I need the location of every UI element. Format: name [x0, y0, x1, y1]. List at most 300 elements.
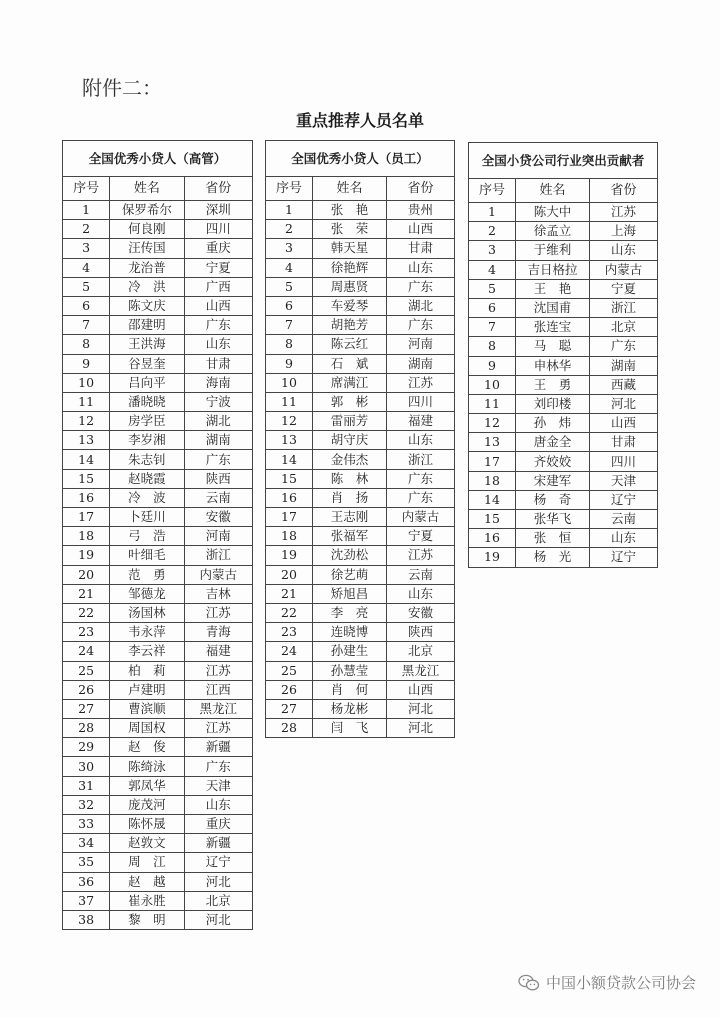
table-row	[266, 661, 455, 680]
table-row	[266, 584, 455, 603]
cell-province: 江苏	[184, 603, 252, 622]
cell-name: 徐孟立	[516, 222, 590, 241]
table-row	[469, 375, 658, 394]
cell-name: 马 聪	[516, 337, 590, 356]
table-row	[266, 335, 455, 354]
cell-province: 广东	[184, 450, 252, 469]
cell-name: 张连宝	[516, 318, 590, 337]
cell-name: 杨龙彬	[313, 699, 387, 718]
table-row	[266, 354, 455, 373]
table-row	[266, 642, 455, 661]
cell-number: 12	[63, 412, 110, 431]
cell-number: 5	[63, 277, 110, 296]
cell-province: 甘肃	[387, 239, 455, 258]
table-row	[469, 337, 658, 356]
cell-name: 王志刚	[313, 508, 387, 527]
cell-name: 陈 林	[313, 469, 387, 488]
table-row	[63, 815, 253, 834]
table-row	[266, 239, 455, 258]
cell-province: 福建	[184, 642, 252, 661]
cell-name: 韩天星	[313, 239, 387, 258]
cell-number: 23	[266, 623, 313, 642]
cell-name: 齐姣姣	[516, 452, 590, 471]
table-caption: 全国优秀小贷人（员工）	[266, 141, 455, 177]
cell-province: 宁夏	[590, 279, 658, 298]
cell-name: 郭凤华	[110, 776, 184, 795]
cell-province: 河南	[387, 335, 455, 354]
cell-province: 河南	[184, 527, 252, 546]
cell-province: 浙江	[590, 298, 658, 317]
cell-province: 山东	[184, 335, 252, 354]
cell-name: 刘印楼	[516, 394, 590, 413]
table-row	[266, 508, 455, 527]
cell-number: 4	[266, 258, 313, 277]
cell-province: 山东	[590, 241, 658, 260]
cell-province: 新疆	[184, 834, 252, 853]
cell-name: 席满江	[313, 373, 387, 392]
cell-number: 10	[266, 373, 313, 392]
cell-province: 贵州	[387, 201, 455, 220]
column-header-name: 姓名	[516, 179, 590, 203]
table-row	[469, 548, 658, 567]
cell-number: 9	[63, 354, 110, 373]
table-row	[266, 680, 455, 699]
table-row	[63, 450, 253, 469]
cell-number: 17	[63, 508, 110, 527]
table-row	[63, 412, 253, 431]
cell-name: 汤国林	[110, 603, 184, 622]
cell-province: 内蒙古	[387, 508, 455, 527]
cell-number: 19	[469, 548, 516, 567]
cell-number: 36	[63, 872, 110, 891]
cell-name: 唐金全	[516, 433, 590, 452]
cell-name: 石 斌	[313, 354, 387, 373]
cell-province: 宁夏	[184, 258, 252, 277]
cell-name: 潘晓晓	[110, 392, 184, 411]
column-header-province: 省份	[184, 177, 252, 201]
wechat-icon	[518, 974, 540, 992]
table-row	[266, 392, 455, 411]
cell-number: 19	[266, 546, 313, 565]
cell-number: 8	[266, 335, 313, 354]
column-header-province: 省份	[590, 179, 658, 203]
column-header-name: 姓名	[110, 177, 184, 201]
cell-name: 叶细毛	[110, 546, 184, 565]
cell-province: 河北	[387, 719, 455, 738]
cell-province: 山西	[590, 414, 658, 433]
table-row	[63, 296, 253, 315]
cell-number: 28	[266, 719, 313, 738]
column-header-number: 序号	[266, 177, 313, 201]
table-row	[266, 277, 455, 296]
cell-province: 安徽	[387, 603, 455, 622]
cell-province: 广东	[387, 316, 455, 335]
table-row	[469, 433, 658, 452]
cell-number: 24	[63, 642, 110, 661]
cell-province: 重庆	[184, 815, 252, 834]
cell-number: 13	[469, 433, 516, 452]
cell-name: 王 艳	[516, 279, 590, 298]
cell-number: 4	[469, 260, 516, 279]
cell-number: 29	[63, 738, 110, 757]
cell-province: 湖南	[590, 356, 658, 375]
cell-province: 宁波	[184, 392, 252, 411]
table-row	[266, 431, 455, 450]
cell-name: 于维利	[516, 241, 590, 260]
table-row	[63, 910, 253, 929]
cell-number: 24	[266, 642, 313, 661]
table-row	[266, 258, 455, 277]
cell-name: 胡守庆	[313, 431, 387, 450]
table-row	[63, 220, 253, 239]
cell-name: 周 江	[110, 853, 184, 872]
cell-number: 7	[469, 318, 516, 337]
table-row	[63, 488, 253, 507]
cell-province: 广东	[184, 757, 252, 776]
cell-name: 沈劲松	[313, 546, 387, 565]
cell-name: 闫 飞	[313, 719, 387, 738]
cell-number: 26	[266, 680, 313, 699]
table-row	[63, 316, 253, 335]
cell-province: 天津	[590, 471, 658, 490]
table-row	[63, 508, 253, 527]
cell-number: 19	[63, 546, 110, 565]
cell-province: 山西	[184, 296, 252, 315]
table-row	[63, 872, 253, 891]
cell-name: 赵 俊	[110, 738, 184, 757]
table-row	[63, 373, 253, 392]
cell-name: 邹德龙	[110, 584, 184, 603]
table-row	[266, 469, 455, 488]
table-row	[63, 757, 253, 776]
cell-name: 卢建明	[110, 680, 184, 699]
cell-province: 浙江	[184, 546, 252, 565]
cell-province: 安徽	[184, 508, 252, 527]
cell-province: 江西	[184, 680, 252, 699]
cell-number: 28	[63, 719, 110, 738]
cell-name: 王 勇	[516, 375, 590, 394]
table-row	[63, 719, 253, 738]
table-row	[63, 239, 253, 258]
cell-province: 江苏	[387, 373, 455, 392]
cell-name: 房学臣	[110, 412, 184, 431]
cell-name: 赵晓霞	[110, 469, 184, 488]
cell-number: 20	[266, 565, 313, 584]
cell-number: 5	[266, 277, 313, 296]
cell-province: 陕西	[387, 623, 455, 642]
cell-name: 郭 彬	[313, 392, 387, 411]
table-row	[63, 795, 253, 814]
cell-number: 38	[63, 910, 110, 929]
cell-name: 张 艳	[313, 201, 387, 220]
table-row	[63, 853, 253, 872]
cell-province: 湖北	[387, 296, 455, 315]
table-row	[469, 394, 658, 413]
cell-number: 7	[63, 316, 110, 335]
cell-province: 湖南	[387, 354, 455, 373]
cell-number: 18	[469, 471, 516, 490]
cell-number: 33	[63, 815, 110, 834]
cell-number: 3	[63, 239, 110, 258]
cell-province: 西藏	[590, 375, 658, 394]
cell-number: 30	[63, 757, 110, 776]
cell-number: 25	[266, 661, 313, 680]
cell-name: 孙建生	[313, 642, 387, 661]
cell-number: 10	[63, 373, 110, 392]
table-row	[63, 335, 253, 354]
cell-number: 2	[63, 220, 110, 239]
cell-province: 河北	[590, 394, 658, 413]
table-row	[266, 373, 455, 392]
cell-number: 14	[469, 490, 516, 509]
cell-province: 内蒙古	[184, 565, 252, 584]
document-title: 重点推荐人员名单	[295, 111, 424, 130]
table-row	[266, 450, 455, 469]
cell-name: 陈怀晟	[110, 815, 184, 834]
table-caption: 全国小贷公司行业突出贡献者	[469, 143, 658, 179]
cell-name: 范 勇	[110, 565, 184, 584]
cell-name: 邵建明	[110, 316, 184, 335]
column-header-name: 姓名	[313, 177, 387, 201]
cell-province: 北京	[387, 642, 455, 661]
cell-number: 6	[266, 296, 313, 315]
table-caption: 全国优秀小贷人（高管）	[63, 141, 253, 177]
cell-province: 江苏	[387, 546, 455, 565]
cell-number: 16	[266, 488, 313, 507]
cell-number: 18	[266, 527, 313, 546]
cell-province: 四川	[387, 392, 455, 411]
cell-province: 天津	[184, 776, 252, 795]
cell-province: 上海	[590, 222, 658, 241]
cell-number: 18	[63, 527, 110, 546]
cell-name: 黎 明	[110, 910, 184, 929]
cell-province: 浙江	[387, 450, 455, 469]
cell-number: 1	[266, 201, 313, 220]
cell-province: 山西	[387, 220, 455, 239]
cell-number: 32	[63, 795, 110, 814]
cell-province: 辽宁	[590, 490, 658, 509]
table-row	[266, 488, 455, 507]
cell-name: 雷丽芳	[313, 412, 387, 431]
table-contributors	[468, 142, 658, 568]
cell-name: 曹滨顺	[110, 699, 184, 718]
cell-name: 矫旭昌	[313, 584, 387, 603]
cell-province: 福建	[387, 412, 455, 431]
table-row	[63, 642, 253, 661]
cell-number: 13	[63, 431, 110, 450]
cell-province: 海南	[184, 373, 252, 392]
cell-number: 6	[469, 298, 516, 317]
cell-name: 崔永胜	[110, 891, 184, 910]
cell-province: 山东	[184, 795, 252, 814]
table-row	[266, 623, 455, 642]
table-row	[63, 603, 253, 622]
cell-number: 17	[266, 508, 313, 527]
cell-number: 22	[266, 603, 313, 622]
cell-province: 深圳	[184, 201, 252, 220]
cell-province: 山东	[590, 529, 658, 548]
cell-province: 江苏	[184, 719, 252, 738]
cell-number: 14	[266, 450, 313, 469]
cell-number: 27	[63, 699, 110, 718]
cell-province: 内蒙古	[590, 260, 658, 279]
cell-name: 陈大中	[516, 203, 590, 222]
cell-name: 杨 光	[516, 548, 590, 567]
cell-province: 湖北	[184, 412, 252, 431]
table-row	[469, 452, 658, 471]
cell-province: 新疆	[184, 738, 252, 757]
cell-province: 湖南	[184, 431, 252, 450]
table-row	[63, 392, 253, 411]
cell-province: 山东	[387, 431, 455, 450]
table-row	[63, 546, 253, 565]
table-row	[469, 471, 658, 490]
table-row	[469, 298, 658, 317]
cell-name: 连晓博	[313, 623, 387, 642]
cell-name: 张 荣	[313, 220, 387, 239]
table-row	[469, 260, 658, 279]
cell-number: 12	[266, 412, 313, 431]
cell-number: 12	[469, 414, 516, 433]
cell-province: 陕西	[184, 469, 252, 488]
cell-number: 17	[469, 452, 516, 471]
cell-name: 肖 扬	[313, 488, 387, 507]
cell-province: 甘肃	[590, 433, 658, 452]
column-header-number: 序号	[469, 179, 516, 203]
cell-number: 8	[469, 337, 516, 356]
cell-province: 广东	[387, 469, 455, 488]
cell-number: 5	[469, 279, 516, 298]
footer-watermark	[518, 972, 696, 993]
table-row	[469, 279, 658, 298]
footer-text: 中国小额贷款公司协会	[545, 974, 696, 992]
cell-name: 陈云红	[313, 335, 387, 354]
cell-province: 广东	[590, 337, 658, 356]
cell-name: 陈文庆	[110, 296, 184, 315]
cell-name: 汪传国	[110, 239, 184, 258]
table-row	[63, 623, 253, 642]
cell-name: 金伟杰	[313, 450, 387, 469]
table-row	[63, 469, 253, 488]
table-row	[63, 201, 253, 220]
cell-number: 3	[266, 239, 313, 258]
table-row	[63, 834, 253, 853]
cell-number: 15	[63, 469, 110, 488]
attachment-label: 附件二：	[82, 76, 162, 100]
cell-province: 广东	[184, 316, 252, 335]
cell-number: 10	[469, 375, 516, 394]
cell-name: 朱志钊	[110, 450, 184, 469]
table-row	[63, 661, 253, 680]
table-row	[266, 719, 455, 738]
table-row	[266, 565, 455, 584]
cell-name: 周国权	[110, 719, 184, 738]
cell-province: 河北	[387, 699, 455, 718]
cell-name: 肖 何	[313, 680, 387, 699]
table-executives	[62, 140, 253, 930]
cell-province: 广东	[387, 277, 455, 296]
cell-number: 16	[63, 488, 110, 507]
cell-province: 河北	[184, 910, 252, 929]
cell-number: 8	[63, 335, 110, 354]
cell-province: 北京	[590, 318, 658, 337]
cell-number: 4	[63, 258, 110, 277]
cell-province: 云南	[387, 565, 455, 584]
cell-name: 吉日格拉	[516, 260, 590, 279]
cell-province: 辽宁	[184, 853, 252, 872]
table-row	[63, 738, 253, 757]
table-row	[63, 277, 253, 296]
cell-province: 江苏	[184, 661, 252, 680]
table-row	[469, 510, 658, 529]
cell-province: 河北	[184, 872, 252, 891]
cell-name: 张福军	[313, 527, 387, 546]
cell-number: 2	[469, 222, 516, 241]
cell-name: 赵敦文	[110, 834, 184, 853]
cell-province: 山东	[387, 258, 455, 277]
cell-province: 北京	[184, 891, 252, 910]
cell-number: 11	[63, 392, 110, 411]
table-row	[469, 356, 658, 375]
cell-name: 韦永萍	[110, 623, 184, 642]
cell-province: 云南	[590, 510, 658, 529]
cell-province: 广东	[387, 488, 455, 507]
cell-name: 冷 洪	[110, 277, 184, 296]
cell-province: 云南	[184, 488, 252, 507]
cell-name: 周惠贤	[313, 277, 387, 296]
cell-number: 31	[63, 776, 110, 795]
cell-province: 吉林	[184, 584, 252, 603]
cell-number: 21	[63, 584, 110, 603]
cell-province: 辽宁	[590, 548, 658, 567]
cell-province: 四川	[184, 220, 252, 239]
cell-name: 谷昱奎	[110, 354, 184, 373]
cell-number: 16	[469, 529, 516, 548]
cell-number: 23	[63, 623, 110, 642]
cell-name: 徐艳辉	[313, 258, 387, 277]
cell-province: 甘肃	[184, 354, 252, 373]
column-header-province: 省份	[387, 177, 455, 201]
table-row	[469, 414, 658, 433]
cell-name: 申林华	[516, 356, 590, 375]
cell-number: 13	[266, 431, 313, 450]
cell-name: 卜廷川	[110, 508, 184, 527]
cell-name: 何良刚	[110, 220, 184, 239]
cell-number: 26	[63, 680, 110, 699]
cell-number: 1	[63, 201, 110, 220]
table-row	[266, 201, 455, 220]
cell-name: 李云祥	[110, 642, 184, 661]
cell-province: 山西	[387, 680, 455, 699]
cell-number: 27	[266, 699, 313, 718]
table-row	[63, 354, 253, 373]
cell-number: 21	[266, 584, 313, 603]
table-row	[266, 527, 455, 546]
table-row	[63, 258, 253, 277]
cell-number: 34	[63, 834, 110, 853]
table-row	[469, 241, 658, 260]
cell-province: 广西	[184, 277, 252, 296]
cell-number: 6	[63, 296, 110, 315]
table-row	[266, 220, 455, 239]
table-row	[469, 318, 658, 337]
cell-province: 青海	[184, 623, 252, 642]
table-row	[63, 891, 253, 910]
table-row	[63, 431, 253, 450]
cell-province: 重庆	[184, 239, 252, 258]
table-row	[63, 699, 253, 718]
cell-number: 3	[469, 241, 516, 260]
